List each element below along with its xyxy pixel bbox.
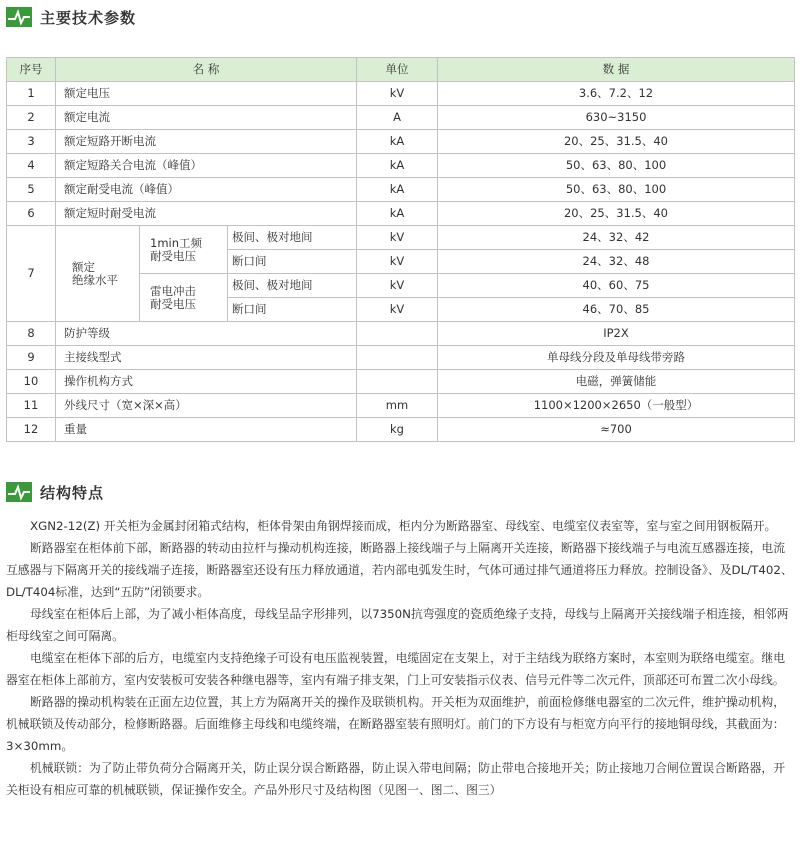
row-name: 操作机构方式 (56, 370, 357, 394)
row-data: 3.6、7.2、12 (438, 82, 795, 106)
row-no: 2 (7, 106, 56, 130)
row-name: 额定短路关合电流（峰值） (56, 154, 357, 178)
row-name: 重量 (56, 418, 357, 442)
group-label-line2: 耐受电压 (150, 248, 196, 263)
row-unit: kA (357, 202, 438, 226)
paragraph: XGN2-12(Z) 开关柜为金属封闭箱式结构，柜体骨架由角钢焊接而成，柜内分为断路器室、母线室、电缆室仪表室等，室与室之间用钢板隔开。 (30, 519, 777, 533)
insulation-label-line2: 绝缘水平 (72, 272, 118, 287)
table-row (7, 106, 795, 130)
group-label-line1: 1min工频 (150, 235, 203, 250)
table-row (7, 178, 795, 202)
row-name: 防护等级 (56, 322, 357, 346)
row-data: 20、25、31.5、40 (438, 130, 795, 154)
pulse-logo-icon (6, 7, 32, 27)
insulation-group-label (140, 226, 228, 274)
row-no: 12 (7, 418, 56, 442)
pulse-logo-icon (6, 482, 32, 502)
row-no: 7 (7, 226, 56, 322)
insulation-group-label (140, 274, 228, 322)
row-name: 额定电流 (56, 106, 357, 130)
section-header-tech-params (6, 5, 136, 29)
structure-description (6, 515, 794, 801)
table-row (7, 226, 795, 250)
paragraph: 机械联锁：为了防止带负荷分合隔离开关，防止误分误合断路器，防止误入带电间隔；防止带电合接地开关；防止接地刀合闸位置误合断路器，开关柜设有相应可靠的机械联锁，保证操作安全。产品外形尺寸及结构图（见图一、图二、图三） (6, 761, 786, 797)
header-name: 名 称 (56, 58, 357, 82)
row-name: 外线尺寸（宽×深×高） (56, 394, 357, 418)
row-data: 50、63、80、100 (438, 154, 795, 178)
paragraph: 断路器的操动机构装在正面左边位置，其上方为隔离开关的操作及联锁机构。开关柜为双面维护，前面检修继电器室的二次元件，维护操动机构，机械联锁及传动部分，检修断路器。后面维修主母线和电缆终端，在断路器室装有照明灯。前门的下方设有与柜宽方向平行的接地铜母线，其截面为：3×30mm。 (6, 695, 786, 753)
row-unit: kA (357, 178, 438, 202)
row-data: 40、60、75 (438, 274, 795, 298)
row-unit: mm (357, 394, 438, 418)
insulation-label-line1: 额定 (72, 259, 95, 274)
row-data: 电磁，弹簧储能 (438, 370, 795, 394)
row-unit: kA (357, 154, 438, 178)
row-data: 46、70、85 (438, 298, 795, 322)
row-unit (357, 346, 438, 370)
paragraph: 断路器室在柜体前下部，断路器的转动由拉杆与操动机构连接，断路器上接线端子与上隔离开关连接，断路器下接线端子与电流互感器连接，电流互感器与下隔离开关的接线端子连接，断路器室还设有压力释放通道，若内部电弧发生时，气体可通过排气通道将压力释放。控制设备》、及DL/T402、DL/T404标准，达到“五防”闭锁要求。 (6, 541, 793, 599)
section-header-structure (6, 480, 104, 504)
row-unit: A (357, 106, 438, 130)
row-no: 5 (7, 178, 56, 202)
table-row (7, 322, 795, 346)
row-unit: kA (357, 130, 438, 154)
row-no: 9 (7, 346, 56, 370)
row-name: 额定短路开断电流 (56, 130, 357, 154)
row-data: 单母线分段及单母线带旁路 (438, 346, 795, 370)
row-data: 1100×1200×2650（一般型） (438, 394, 795, 418)
row-name: 极间、极对地间 (228, 274, 357, 298)
insulation-label (56, 226, 140, 322)
row-name: 极间、极对地间 (228, 226, 357, 250)
section-title: 主要技术参数 (40, 8, 137, 27)
row-name: 额定短时耐受电流 (56, 202, 357, 226)
row-unit: kV (357, 82, 438, 106)
row-no: 11 (7, 394, 56, 418)
table-row (7, 418, 795, 442)
row-unit: kV (357, 226, 438, 250)
row-name: 断口间 (228, 250, 357, 274)
row-no: 1 (7, 82, 56, 106)
row-name: 主接线型式 (56, 346, 357, 370)
table-row (7, 82, 795, 106)
header-no: 序号 (7, 58, 56, 82)
row-unit: kV (357, 274, 438, 298)
header-unit: 单位 (357, 58, 438, 82)
row-unit: kV (357, 250, 438, 274)
row-unit (357, 370, 438, 394)
table-row (7, 154, 795, 178)
row-data: 50、63、80、100 (438, 178, 795, 202)
row-name: 额定耐受电流（峰值） (56, 178, 357, 202)
row-no: 8 (7, 322, 56, 346)
header-data: 数 据 (438, 58, 795, 82)
row-data: 24、32、42 (438, 226, 795, 250)
paragraph: 电缆室在柜体下部的后方，电缆室内支持绝缘子可设有电压监视装置，电缆固定在支架上，对于主结线为联络方案时，本室则为联络电缆室。继电器室在柜体上部前方，室内安装板可安装各种继电器等，室内有端子排支架，门上可安装指示仪表、信号元件等二次元件，顶部还可布置二次小母线。 (6, 651, 786, 687)
table-row (7, 202, 795, 226)
row-name: 额定电压 (56, 82, 357, 106)
table-row (7, 370, 795, 394)
table-row (7, 130, 795, 154)
group-label-line2: 耐受电压 (150, 296, 196, 311)
row-name: 断口间 (228, 298, 357, 322)
table-row (7, 346, 795, 370)
row-data: IP2X (438, 322, 795, 346)
row-data: 630~3150 (438, 106, 795, 130)
table-header-row (7, 58, 795, 82)
row-unit: kV (357, 298, 438, 322)
paragraph: 母线室在柜体后上部，为了减小柜体高度，母线呈品字形排列，以7350N抗弯强度的瓷质绝缘子支持，母线与上隔离开关接线端子相连接，相邻两柜母线室之间可隔离。 (6, 607, 789, 643)
row-unit: kg (357, 418, 438, 442)
section-title: 结构特点 (40, 483, 105, 502)
row-no: 6 (7, 202, 56, 226)
row-no: 10 (7, 370, 56, 394)
row-no: 3 (7, 130, 56, 154)
group-label-line1: 雷电冲击 (150, 283, 196, 298)
row-data: 20、25、31.5、40 (438, 202, 795, 226)
row-unit (357, 322, 438, 346)
row-data: ≈700 (438, 418, 795, 442)
row-no: 4 (7, 154, 56, 178)
tech-params-table (6, 57, 795, 442)
row-data: 24、32、48 (438, 250, 795, 274)
table-row (7, 394, 795, 418)
